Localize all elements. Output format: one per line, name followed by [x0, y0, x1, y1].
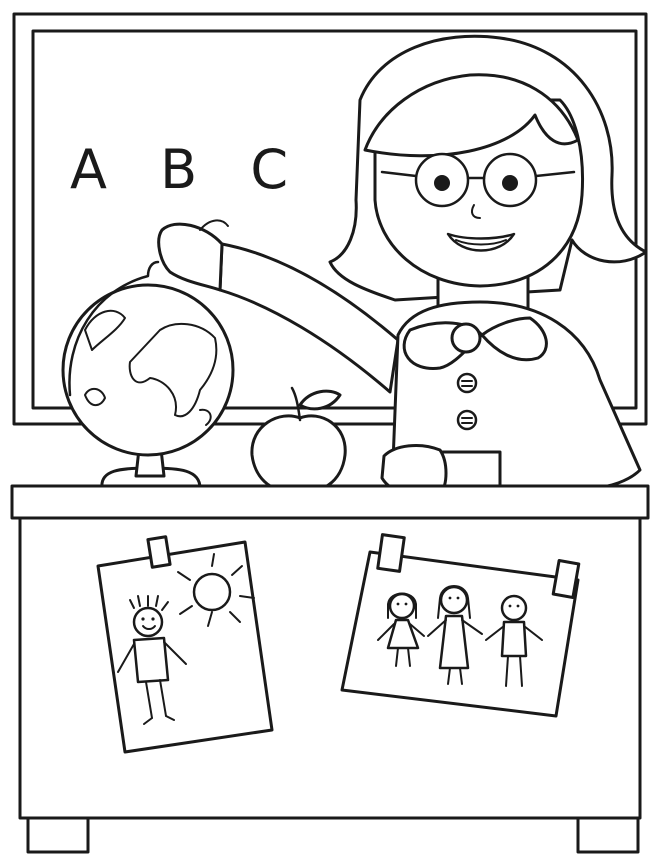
- chalkboard-text: A B C: [70, 138, 307, 201]
- drawing-child-sun: [98, 537, 272, 752]
